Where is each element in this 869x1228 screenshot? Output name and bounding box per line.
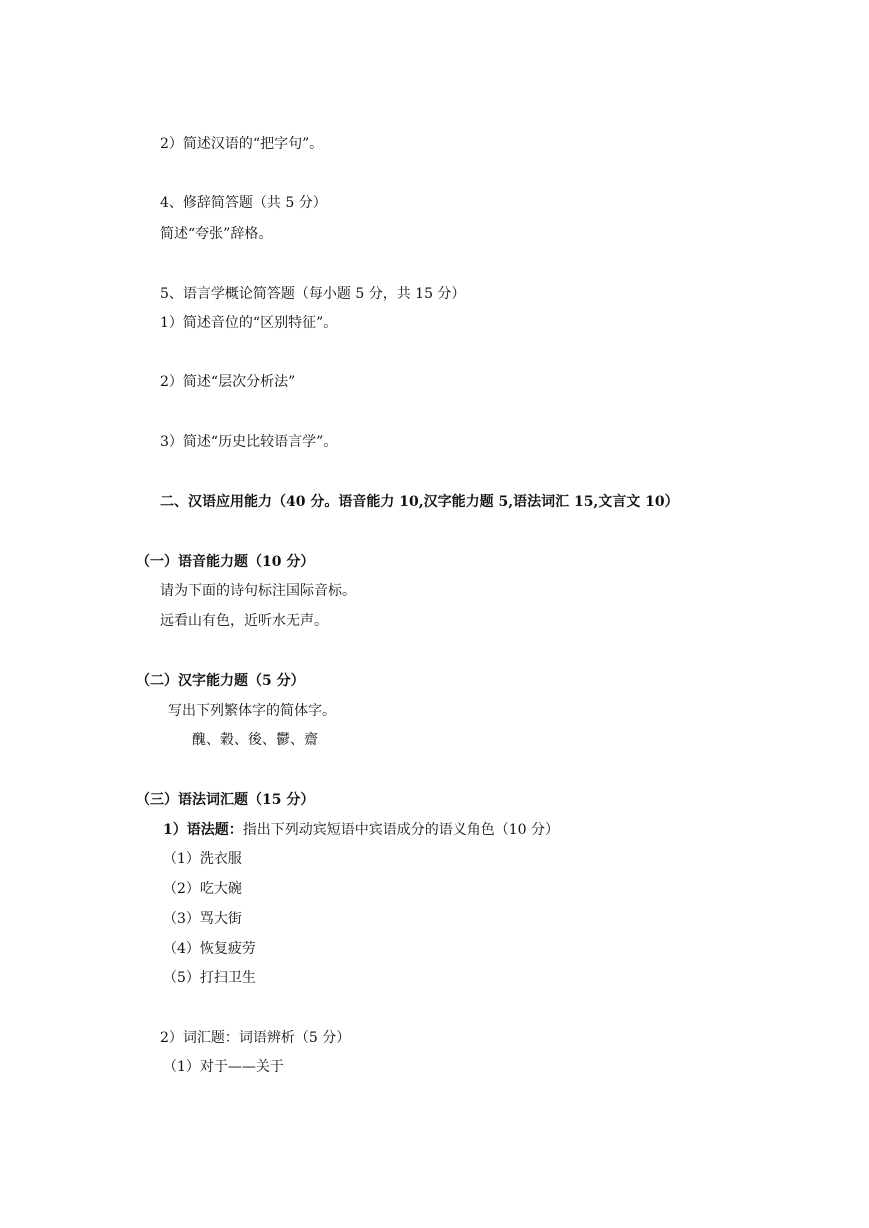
grammar-vocab-heading: （三）语法词汇题（15 分） (136, 792, 315, 808)
characters-instruction: 写出下列繁体字的简体字。 (168, 703, 336, 719)
grammar-item-2: （2）吃大碗 (163, 881, 242, 897)
vocab-question: 2）词汇题：词语辨析（5 分） (160, 1030, 351, 1046)
grammar-question-label: 1）语法题： (163, 822, 243, 838)
phonetics-heading: （一）语音能力题（10 分） (136, 554, 315, 570)
question-ba-construction: 2）简述汉语的“把字句”。 (160, 136, 324, 152)
section-heading-linguistics: 5、语言学概论简答题（每小题 5 分，共 15 分） (160, 286, 466, 302)
question-hyperbole: 简述“夸张”辞格。 (160, 226, 273, 242)
part-two-heading: 二、汉语应用能力（40 分。语音能力 10,汉字能力题 5,语法词汇 15,文言文 10） (160, 494, 679, 510)
question-historical-comparative: 3）简述“历史比较语言学”。 (160, 434, 338, 450)
vocab-item-1: （1）对于——关于 (163, 1059, 284, 1075)
phonetics-instruction: 请为下面的诗句标注国际音标。 (160, 583, 356, 599)
characters-list: 醜、穀、後、鬱、齋 (192, 732, 318, 748)
phonetics-poem-line: 远看山有色，近听水无声。 (160, 613, 328, 629)
characters-heading: （二）汉字能力题（5 分） (136, 673, 305, 689)
grammar-question-text: 指出下列动宾短语中宾语成分的语义角色（10 分） (242, 822, 560, 838)
section-heading-rhetoric: 4、修辞简答题（共 5 分） (160, 195, 327, 211)
grammar-item-5: （5）打扫卫生 (163, 970, 256, 986)
grammar-item-3: （3）骂大街 (163, 911, 242, 927)
grammar-question (163, 820, 559, 840)
grammar-item-1: （1）洗衣服 (163, 851, 242, 867)
question-distinctive-features: 1）简述音位的“区别特征”。 (160, 315, 338, 331)
question-ic-analysis: 2）简述“层次分析法” (160, 374, 296, 390)
grammar-item-4: （4）恢复疲劳 (163, 941, 256, 957)
